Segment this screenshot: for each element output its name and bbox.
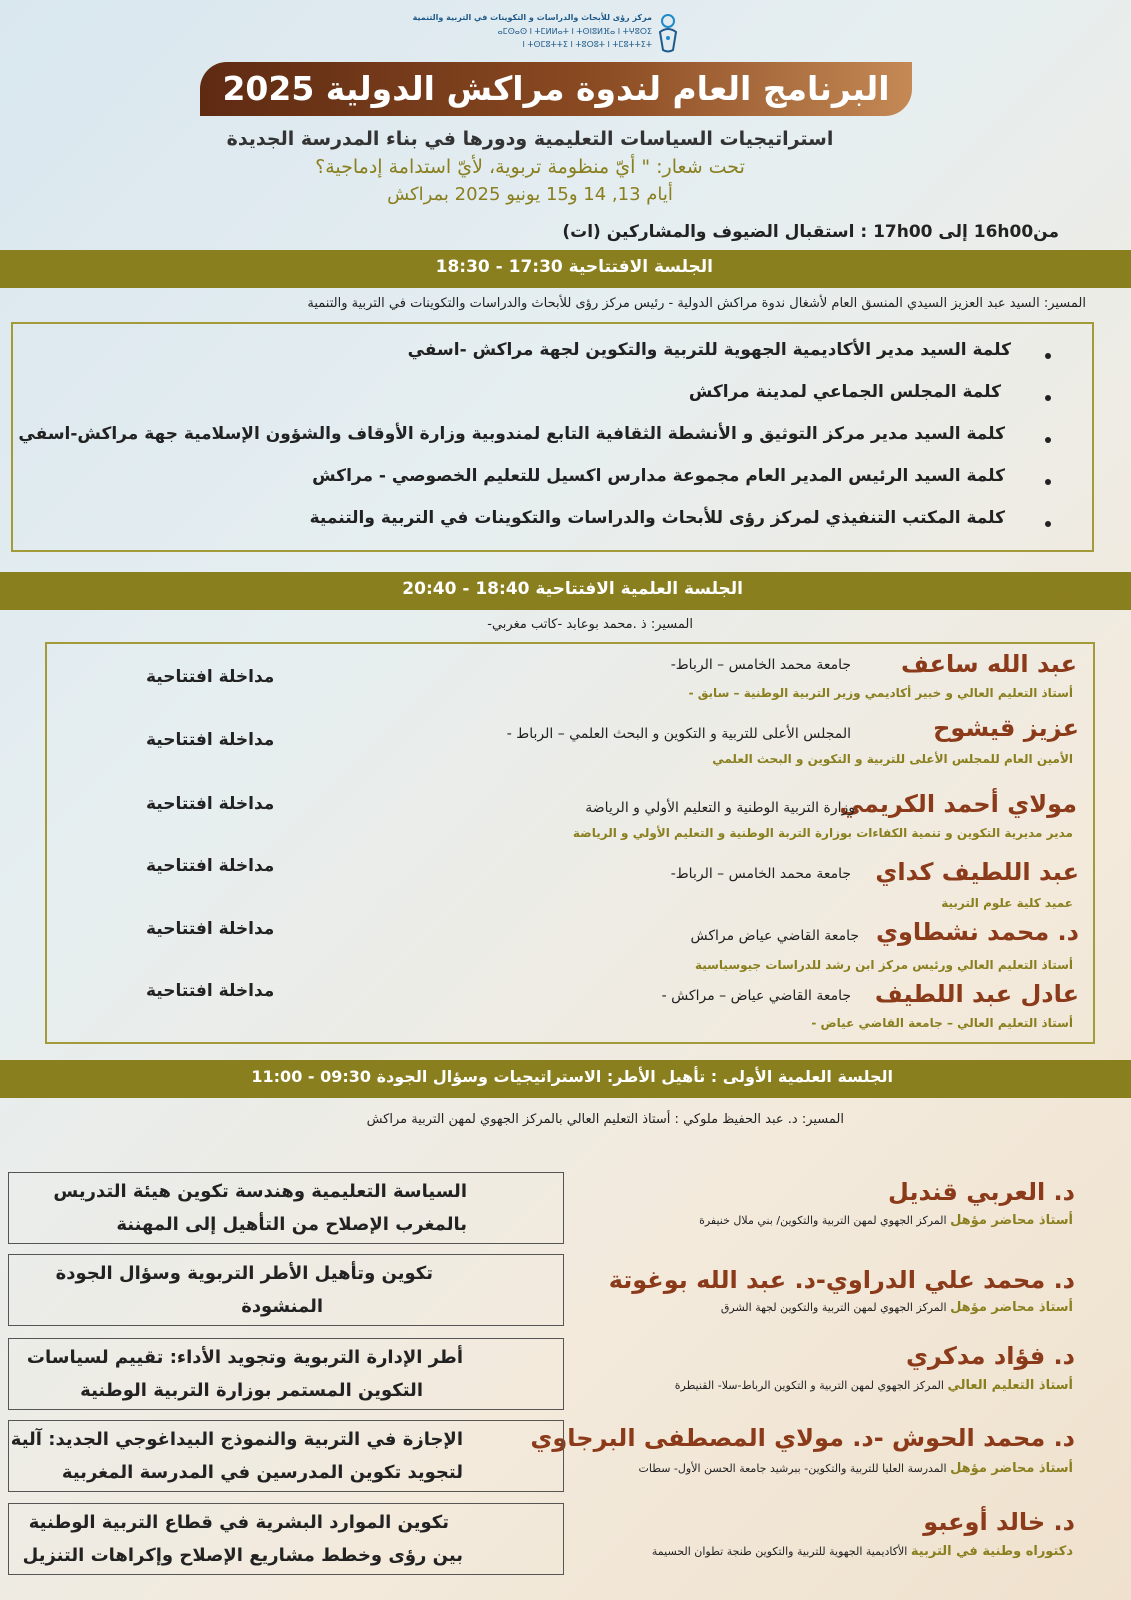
talk-title-line: تكوين الموارد البشرية في قطاع التربية الوطنية <box>28 1512 449 1533</box>
speaker-title: أستاذ محاضر مؤهل <box>950 1213 1073 1228</box>
speaker-affiliation: جامعة محمد الخامس – الرباط- <box>670 866 851 882</box>
reception-time: من16h00 إلى 17h00 : استقبال الضيوف والمشاركين (ات) <box>562 222 1059 242</box>
talk-title-line: تكوين وتأهيل الأطر التربوية وسؤال الجودة <box>55 1263 433 1284</box>
logo <box>412 8 680 58</box>
talk-title-line: لتجويد تكوين المدرسين في المدرسة المغربية <box>61 1462 463 1483</box>
talk-title-box <box>8 1503 564 1575</box>
speaker-role <box>638 1461 1073 1476</box>
speaker-talk: مداخلة افتتاحية <box>146 856 275 876</box>
speaker-org: المركز الجهوي لمهن التربية والتكوين لجهة الشرق <box>720 1301 947 1314</box>
bullet-icon <box>1045 521 1051 527</box>
speaker-role: أستاذ التعليم العالي و خبير أكاديمي وزير التربية الوطنية – سابق - <box>688 686 1073 700</box>
logo-line-tifinagh-2: ⵏ ⵜⵙⵎⵓⵜⵜⵉ ⵏ ⵜⵓⵔⵓⵜ ⵏ ⵜⵎⵓⵜⵜⵉⵜ <box>522 40 652 49</box>
speaker-title: دكتوراه وطنية في التربية <box>910 1544 1073 1559</box>
talk-title-line: بالمغرب الإصلاح من التأهيل إلى المهننة <box>116 1214 467 1235</box>
speaker-role <box>721 1300 1073 1315</box>
speaker-org: المدرسة العليا للتربية والتكوين- ببرشيد جامعة الحسن الأول- سطات <box>638 1462 947 1475</box>
speaker-name: د. خالد أوعبو <box>923 1508 1075 1536</box>
bullet-icon <box>1045 395 1051 401</box>
speaker-talk: مداخلة افتتاحية <box>146 981 275 1001</box>
talk-title-line: التكوين المستمر بوزارة التربية الوطنية <box>80 1380 423 1401</box>
speaker-name: عبد اللطيف كداي <box>875 858 1079 886</box>
logo-emblem-icon <box>656 12 680 54</box>
talk-title-box <box>8 1254 564 1326</box>
speaker-org: المركز الجهوي لمهن التربية والتكوين/ بني ملال خنيفرة <box>699 1214 947 1227</box>
scientific-opening-band <box>0 572 1131 610</box>
speaker-affiliation: وزارة التربية الوطنية و التعليم الأولي و الرياضة <box>585 800 855 816</box>
logo-line-arabic: مركز رؤى للأبحاث والدراسات و التكوينات في التربية والتنمية <box>412 13 652 22</box>
logo-line-tifinagh-1: ⴰⵎⵙⴰⵙ ⵏ ⵜⵎⵍⵍⴰⵜ ⵏ ⵜⵙⵏⵓⵍⴼⴰ ⵏ ⵜⵖⵓⵔⵉ <box>497 27 652 36</box>
first-session-date: 14-06-2025 <box>975 1078 1071 1096</box>
speaker-role: الأمين العام للمجلس الأعلى للتربية و التكوين و البحث العلمي <box>712 752 1073 766</box>
talk-title-line: الإجازة في التربية والنموذج البيداغوجي الجديد: آلية <box>10 1429 463 1450</box>
talk-title-line: أطر الإدارة التربوية وتجويد الأداء: تقييم لسياسات <box>26 1347 463 1368</box>
talk-title-line: السياسة التعليمية وهندسة تكوين هيئة التدريس <box>53 1181 467 1202</box>
speaker-name: د. محمد علي الدراوي-د. عبد الله بوغوتة <box>608 1266 1075 1294</box>
speaker-role: عميد كلية علوم التربية <box>941 896 1073 910</box>
talk-title-line: بين رؤى وخطط مشاريع الإصلاح وإكراهات التنزيل <box>22 1545 463 1566</box>
list-item: كلمة السيد الرئيس المدير العام مجموعة مدارس اكسيل للتعليم الخصوصي - مراكش <box>312 466 1005 486</box>
speaker-title: أستاذ محاضر مؤهل <box>950 1300 1073 1315</box>
speaker-role <box>652 1544 1073 1559</box>
conference-dates: أيام 13, 14 و15 يونيو 2025 بمراكش <box>387 184 673 205</box>
speaker-org: المركز الجهوي لمهن التربية و التكوين الرباط-سلا- القنيطرة <box>674 1379 944 1392</box>
speaker-title: أستاذ التعليم العالي <box>947 1378 1073 1393</box>
scientific-opening-title: الجلسة العلمية الافتتاحية 18:40 - 20:40 <box>402 579 743 599</box>
first-session-band <box>0 1060 1131 1098</box>
speaker-name: د. محمد الحوش -د. مولاي المصطفى البرجاوي <box>530 1424 1075 1452</box>
speaker-talk: مداخلة افتتاحية <box>146 794 275 814</box>
list-item: كلمة المكتب التنفيذي لمركز رؤى للأبحاث والدراسات والتكوينات في التربية والتنمية <box>309 508 1005 528</box>
speaker-name: عزيز قيشوح <box>933 714 1079 742</box>
opening-session-title: الجلسة الافتتاحية 17:30 - 18:30 <box>435 257 713 277</box>
page-title: البرنامج العام لندوة مراكش الدولية 2025 <box>222 69 890 108</box>
first-session-moderator: المسير: د. عبد الحفيظ ملوكي : أستاذ التعليم العالي بالمركز الجهوي لمهن التربية مراكش <box>366 1112 844 1127</box>
speaker-title: أستاذ محاضر مؤهل <box>950 1461 1073 1476</box>
page-title-ribbon <box>200 62 912 116</box>
speaker-talk: مداخلة افتتاحية <box>146 919 275 939</box>
speaker-org: الأكاديمية الجهوية للتربية والتكوين طنجة تطوان الحسيمة <box>651 1545 908 1558</box>
speaker-name: مولاي أحمد الكريمي <box>839 790 1077 818</box>
conference-theme: استراتيجيات السياسات التعليمية ودورها في بناء المدرسة الجديدة <box>226 128 834 150</box>
scientific-opening-date: 13-06-2025 <box>975 588 1071 606</box>
opening-session-band <box>0 250 1131 288</box>
conference-slogan: تحت شعار: " أيّ منظومة تربوية، لأيّ استدامة إدماجية؟ <box>315 156 745 178</box>
speaker-name: عادل عبد اللطيف <box>874 980 1079 1008</box>
speaker-affiliation: جامعة القاضي عياض – مراكش - <box>661 988 851 1004</box>
scientific-opening-moderator: المسير: ذ .محمد بوعابد -كاتب مغربي- <box>487 617 693 632</box>
speaker-talk: مداخلة افتتاحية <box>146 667 275 687</box>
talk-title-box <box>8 1338 564 1410</box>
list-item: كلمة السيد مدير الأكاديمية الجهوية للتربية والتكوين لجهة مراكش -اسفي <box>407 340 1011 360</box>
speaker-role: أستاذ التعليم العالي – جامعة القاضي عياض - <box>811 1016 1073 1030</box>
speaker-role: مدير مديرية التكوين و تنمية الكفاءات بوزارة التربة الوطنية و التعليم الأولي و الرياضة <box>572 826 1073 840</box>
list-item: كلمة السيد مدير مركز التوثيق و الأنشطة الثقافية التابع لمندوبية وزارة الأوقاف والشؤون الإسلامية جهة مراكش-اسفي <box>18 424 1005 444</box>
speaker-role <box>675 1378 1073 1393</box>
talk-title-box <box>8 1172 564 1244</box>
speaker-name: عبد الله ساعف <box>901 650 1077 678</box>
speaker-name: د. فؤاد مدكري <box>905 1342 1075 1370</box>
bullet-icon <box>1045 479 1051 485</box>
speaker-affiliation: المجلس الأعلى للتربية و التكوين و البحث العلمي – الرباط - <box>506 726 851 742</box>
bullet-icon <box>1045 353 1051 359</box>
list-item: كلمة المجلس الجماعي لمدينة مراكش <box>688 382 1001 402</box>
speaker-talk: مداخلة افتتاحية <box>146 730 275 750</box>
speaker-affiliation: جامعة محمد الخامس – الرباط- <box>670 657 851 673</box>
speaker-role <box>699 1213 1073 1228</box>
speaker-role: أستاذ التعليم العالي ورئيس مركز ابن رشد للدراسات جيوسياسية <box>694 958 1073 972</box>
opening-session-moderator: المسير: السيد عبد العزيز السيدي المنسق العام لأشغال ندوة مراكش الدولية - رئيس مركز رؤى للأبحاث والدراسات والتكوينات في التربية والتنمية <box>307 296 1086 311</box>
talk-title-box <box>8 1420 564 1492</box>
speaker-name: د. محمد نشطاوي <box>876 918 1079 946</box>
opening-session-date: 13-06-2025 <box>975 270 1071 288</box>
speaker-name: د. العربي قنديل <box>888 1178 1075 1206</box>
speaker-affiliation: جامعة القاضي عياض مراكش <box>690 928 859 944</box>
talk-title-line: المنشودة <box>241 1296 323 1317</box>
bullet-icon <box>1045 437 1051 443</box>
first-session-title: الجلسة العلمية الأولى : تأهيل الأطر: الاستراتيجيات وسؤال الجودة 09:30 - 11:00 <box>251 1067 893 1086</box>
